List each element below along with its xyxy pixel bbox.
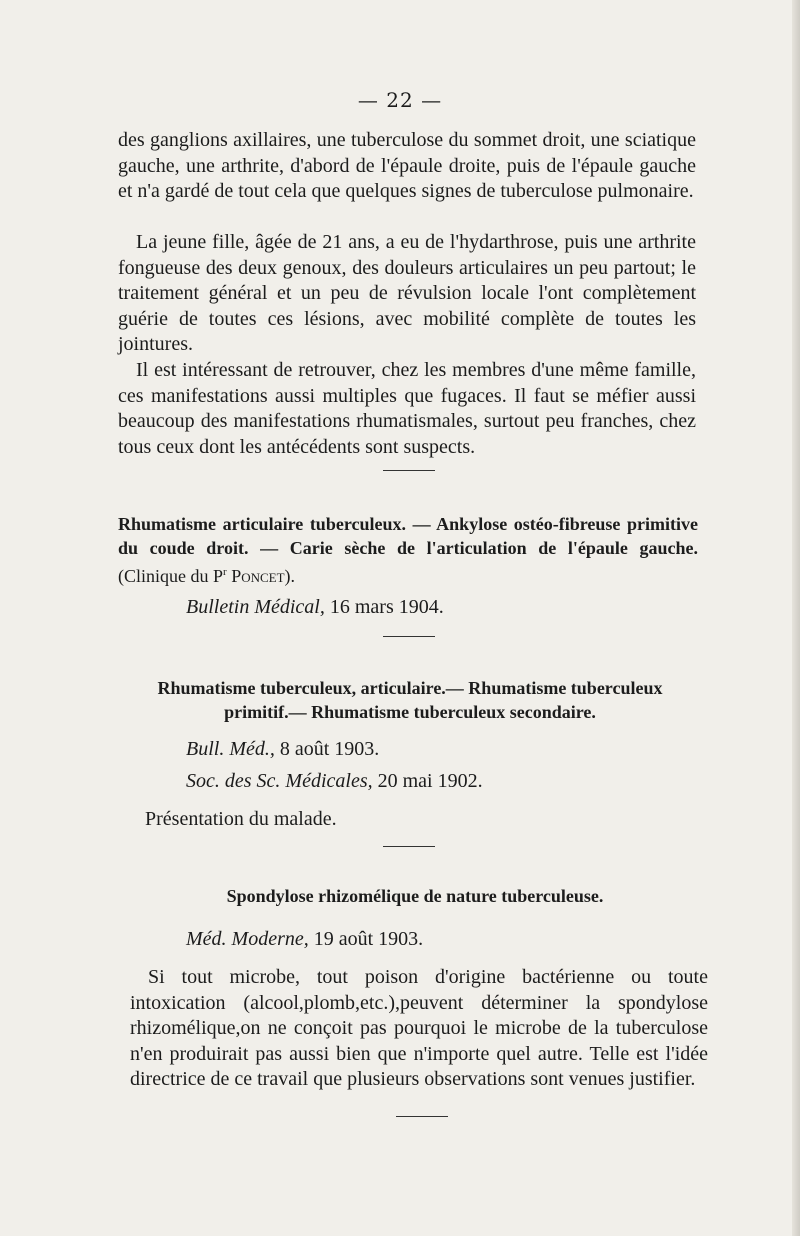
clinic-suffix: ).: [284, 566, 296, 586]
paragraph-spondylose: Si tout microbe, tout poison d'origine bactérienne ou toute intoxication (alcool,plomb,etc.),peuvent déterminer la spondylose rhizomélique,on ne conçoit pas pourquoi le microbe de la tuberculose n'en produirait pas aussi bien que n'importe quel autre. Telle est l'idée directrice de ce travail que plusieurs observations sont venues justifier.: [130, 966, 708, 1090]
section-title-spondylose: Spondylose rhizomélique de nature tuberculeuse.: [226, 886, 604, 906]
citation-bulletin-medical: [186, 596, 444, 619]
citation-source: Soc. des Sc. Médicales,: [186, 770, 373, 792]
citation-date: 20 mai 1902.: [377, 770, 483, 792]
clinic-prefix: (Clinique du P: [118, 566, 224, 586]
citation-med-moderne: [186, 928, 423, 951]
citation-source: Bulletin Médical,: [186, 596, 325, 618]
clinic-reference: [118, 566, 295, 586]
presentation-note: Présentation du malade.: [145, 808, 337, 830]
section-title-rhumatisme-tuberculeux: Rhumatisme tuberculeux, articulaire.— Rhumatisme tuberculeux primitif.— Rhumatisme tuberculeux secondaire.: [157, 678, 663, 722]
paragraph-young-girl: La jeune fille, âgée de 21 ans, a eu de l'hydarthrose, puis une arthrite fongueuse des deux genoux, des douleurs articulaires un peu partout; le traitement général et un peu de révulsion locale l'ont complètement guérie de toutes ces lésions, avec mobilité complète de toutes les jointures.: [118, 231, 696, 355]
citation-date: 8 août 1903.: [279, 738, 380, 760]
section-divider: [383, 636, 435, 637]
section-divider: [383, 846, 435, 847]
page-number: — 22 —: [357, 88, 443, 112]
page-edge: [792, 0, 800, 1236]
section-divider: [396, 1116, 448, 1117]
paragraph-family: Il est intéressant de retrouver, chez les membres d'une même famille, ces manifestations aussi multiples que fugaces. Il faut se méfier aussi beaucoup des manifestations rhumatismales, surtout peu franches, chez tous ceux dont les antécédents sont suspects.: [118, 359, 696, 458]
paragraph-continuation: des ganglions axillaires, une tuberculose du sommet droit, une sciatique gauche, une arthrite, d'abord de l'épaule droite, puis de l'épaule gauche et n'a gardé de tout cela que quelques signes de tuberculose pulmonaire.: [118, 129, 696, 202]
citation-source: Méd. Moderne,: [186, 928, 309, 950]
clinic-sup: r: [223, 566, 227, 578]
citation-date: 19 août 1903.: [313, 928, 424, 950]
citation-soc-sciences: [186, 770, 483, 793]
clinic-name: Poncet: [231, 566, 285, 586]
citation-date: 16 mars 1904.: [329, 596, 444, 618]
section-title-text: Rhumatisme articulaire tuberculeux. — Ankylose ostéo-fibreuse primitive du coude droit. — Carie sèche de l'articulation de l'épaule gauche.: [118, 514, 698, 558]
citation-bull-med: [186, 738, 379, 761]
citation-source: Bull. Méd.,: [186, 738, 275, 760]
section-title-rhumatisme-articulaire: [118, 512, 698, 588]
section-divider: [383, 470, 435, 471]
